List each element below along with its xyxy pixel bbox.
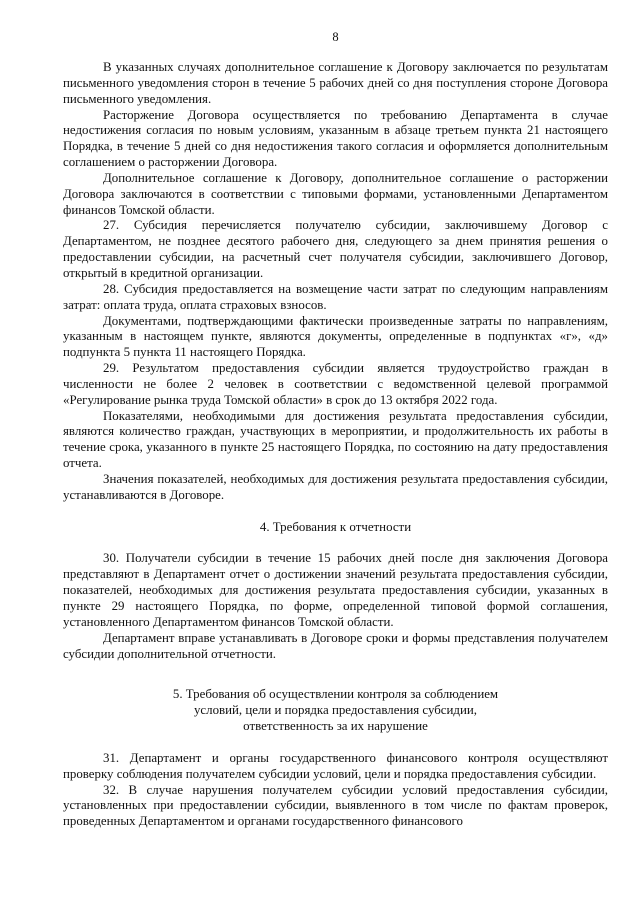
paragraph-item-28: 28. Субсидия предоставляется на возмещение части затрат по следующим направлениям затрат: оплата труда, оплата страховых взносов. [63, 281, 608, 312]
paragraph: Расторжение Договора осуществляется по требованию Департамента в случае недостижения согласия по новым условиям, указанным в абзаце третьем пункта 21 настоящего Порядка, в течение 5 дней со дня недостижения такого согласия и оформляется дополнительным соглашением о расторжении Договора. [63, 107, 608, 170]
paragraph: Департамент вправе устанавливать в Договоре сроки и формы представления получателем субсидии дополнительной отчетности. [63, 630, 608, 661]
paragraph: Дополнительное соглашение к Договору, дополнительное соглашение о расторжении Договора заключаются в соответствии с типовыми формами, установленными Департаментом финансов Томской области. [63, 170, 608, 217]
paragraph: Документами, подтверждающими фактически произведенные затраты по направлениям, указанным в настоящем пункте, являются документы, определенные в подпунктах «г», «д» подпункта 5 пункта 11 настоящего Порядка. [63, 313, 608, 360]
heading-line: ответственность за их нарушение [243, 719, 428, 734]
section-5-body [63, 751, 608, 830]
section-continuation [63, 60, 608, 504]
paragraph-item-29: 29. Результатом предоставления субсидии является трудоустройство граждан в численности не более 2 человек в соответствии с ведомственной целевой программой «Регулирование рынка труда Томской области» в срок до 13 октября 2022 года. [63, 361, 608, 407]
heading-line: условий, цели и порядка предоставления субсидии, [193, 703, 477, 718]
paragraph: В указанных случаях дополнительное соглашение к Договору заключается по результатам письменного уведомления сторон в течение 5 рабочих дней со дня поступления стороне Договора письменного уведомления. [63, 60, 608, 106]
paragraph-item-30: 30. Получатели субсидии в течение 15 рабочих дней после дня заключения Договора представляют в Департамент отчет о достижении значений результата предоставления субсидии, показателей, необходимых для достижения результата предоставления субсидии, указанных в пункте 29 настоящего Порядка, по форме, определенной типовой формой соглашения, установленного Департаментом финансов Томской области. [63, 551, 608, 629]
section-5-heading [63, 687, 608, 735]
paragraph-item-27: 27. Субсидия перечисляется получателю субсидии, заключившему Договор с Департаментом, не позднее десятого рабочего дня, следующего за днем принятия решения о предоставлении субсидии, на расчетный счет получателя субсидии, заключившего Договор, открытый в кредитной организации. [63, 218, 608, 280]
heading-line: 5. Требования об осуществлении контроля за соблюдением [172, 687, 499, 702]
paragraph: Значения показателей, необходимых для достижения результата предоставления субсидии, устанавливаются в Договоре. [63, 471, 608, 502]
section-4-heading: 4. Требования к отчетности [259, 519, 412, 534]
page-number: 8 [332, 30, 339, 44]
paragraph: Показателями, необходимыми для достижения результата предоставления субсидии, являются количество граждан, участвующих в мероприятии, и продолжительность их работы в течение срока, указанного в пункте 25 настоящего Порядка, по состоянию на дату предоставления отчета. [63, 408, 608, 471]
section-4-body [63, 551, 608, 662]
paragraph-item-31: 31. Департамент и органы государственного финансового контроля осуществляют проверку соблюдения получателем субсидии условий, цели и порядка предоставления субсидии. [63, 750, 608, 781]
paragraph-item-32: 32. В случае нарушения получателем субсидии условий предоставления субсидии, установленных при предоставлении субсидии, выявленного в том числе по фактам проверок, проведенных Департаментом и органами государственного финансового [63, 782, 608, 829]
